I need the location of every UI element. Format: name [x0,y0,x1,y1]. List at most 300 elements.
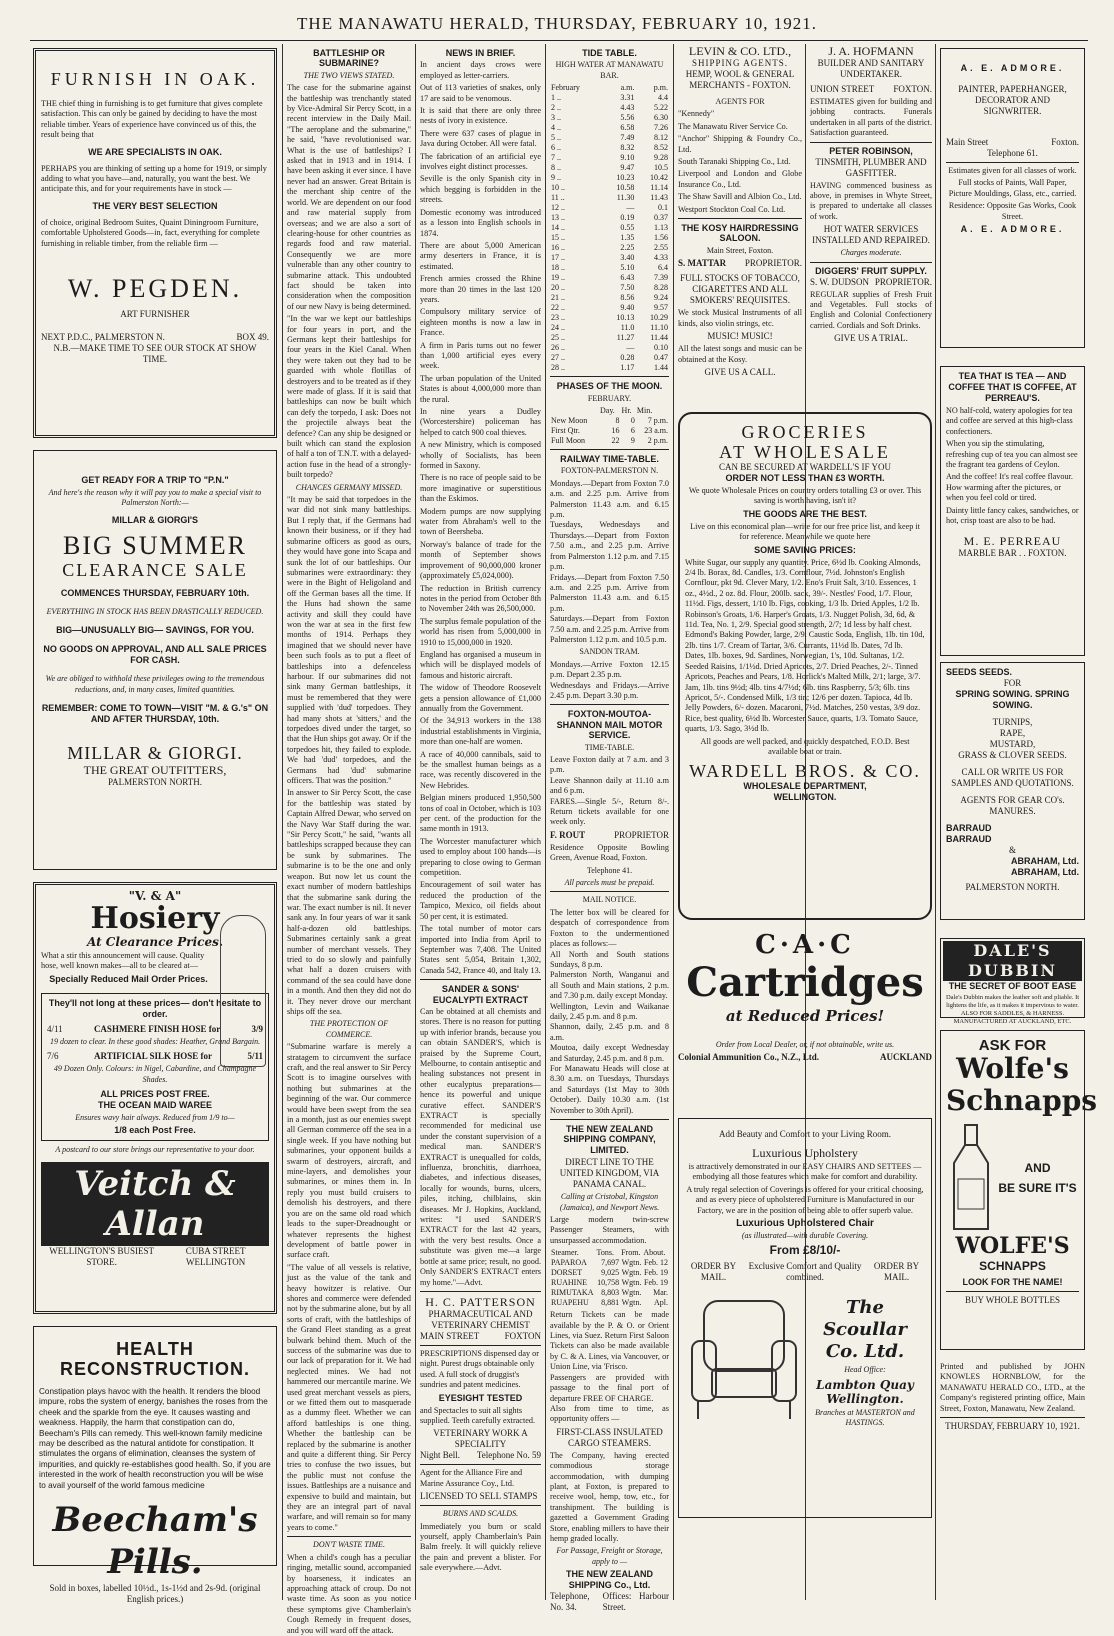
ad-body: (as illustrated—with durable Covering. [741,1231,869,1241]
tide-am: 7.49 [620,133,635,143]
section-subtitle: FOXTON-PALMERSTON N. [560,466,659,476]
tide-pm: 9.28 [654,153,668,163]
ad-title: BIG SUMMER [63,530,247,560]
tide-am: 6.43 [620,273,635,283]
ad-title: DALE'S DUBBIN [943,941,1082,981]
news-item: Norway's balance of trade for the month of September shows improvement of 90,000,000 kroner (approximately £5,024,000). [420,539,541,581]
ship-cell: Apl. [654,1298,668,1308]
table-row [550,293,669,303]
advertiser-place: PALMERSTON NORTH. [108,777,202,788]
ad-title: SEEDS SEEDS. [946,667,1013,677]
ad-body: of choice, original Bedroom Suites, Quaint Diningroom Furniture, comfortable Upholstered Goods—in, fact, everything for complete furnishing in reliable timber, from the reliable firm — [41,217,260,248]
firm-name: Colonial Ammunition Co., N.Z., Ltd. [678,1052,820,1063]
ad-body: Dale's Dubbin makes the leather soft and pliable. It lightens the life, as it makes it impervious to water. ALSO FOR SADDLES, & HARNESS. MANUFACTURED AT AUCKLAND, ETC. [945,994,1080,1025]
table-row [550,143,669,153]
tide-day: 19 .. [551,273,565,283]
tide-pm: 0.1 [658,203,668,213]
advertiser-place: MARBLE BAR . . FOXTON. [958,548,1067,559]
table-row [550,436,669,446]
telephone: Telephone No. 59 [476,1450,541,1461]
tide-day: 22 .. [551,303,565,313]
ad-brand: WOLFE'S [955,1233,1070,1259]
nota-bene: N.B.—MAKE TIME TO SEE OUR STOCK AT SHOW TIME. [53,343,257,365]
firm-name: ABRAHAM, Ltd. [1011,867,1079,877]
moon-table [550,406,669,446]
tide-am: 4.43 [620,103,635,113]
ship-cell: 9,025 [601,1268,620,1278]
street: MAIN STREET [420,1330,480,1341]
news-item: The widow of Theodore Roosevelt gets a pension allowance of £1,000 annually from the Government. [420,683,541,713]
table-row [550,283,669,293]
news-item: A firm in Paris turns out no fewer than 1,000 artificial eyes every week. [420,340,541,371]
ad-title: Cartridges [686,959,924,1006]
veitch-allan-advert [33,882,277,1314]
advertiser-name: A. E. ADMORE. [960,63,1065,73]
tide-table [550,83,669,373]
proprietor-name: S. W. DUDSON [810,276,870,287]
section-title: MAIL NOTICE. [582,895,637,905]
article-title: BURNS AND SCALDS. [442,1509,519,1519]
section-title: RAILWAY TIME-TABLE. [560,454,659,465]
tide-am: — [626,343,635,353]
order-by-mail: ORDER BY MAIL. [690,1261,737,1283]
tide-pm: 8.52 [654,143,668,153]
column-divider [545,44,546,1600]
ad-body: AGENTS FOR GEAR CO's. MANURES. [960,795,1065,816]
column-divider [415,44,416,1600]
ad-title: DIGGERS' FRUIT SUPPLY. [815,265,927,276]
column-3 [417,44,544,1600]
tide-day: 24 .. [551,323,565,333]
advertiser-trade: PHARMACEUTICAL AND VETERINARY CHEMIST [428,1308,533,1330]
tide-am: 0.19 [620,213,635,223]
tide-day: 23 .. [551,313,565,323]
ad-title: Schnapps [946,1084,1098,1117]
price: From £8/10/- [769,1243,841,1258]
beecham-advert [33,1326,277,1605]
advertiser-name: M. E. PERREAU [963,534,1062,549]
news-item: Compulsory military service of eighteen months is now a law in France. [420,307,541,338]
list-item: South Taranaki Shipping Co., Ltd. [678,157,791,167]
advertiser-name: Veitch & Allan [74,1163,236,1244]
news-item: Modern pumps are now supplying water from Abraham's well to the town of Beersheba. [420,506,541,537]
ad-body: Charges moderate. [840,248,902,258]
ad-subtitle: Add Beauty and Comfort to your Living Room. [719,1129,891,1139]
ad-body: We stock Musical Instruments of all kinds, also violin strings, etc. [678,308,802,328]
ship-cell: RUAPEHU [551,1298,589,1308]
article-paragraph: Can be obtained at all chemists and stores. There is no reason for putting up with inferior brands, because you can obtain SANDER'S, which is praised by the Supreme Court, Melbourne, to contain antiseptic and healing substances not present in other eucalyptus preparations—hence its powerful and unique curative effect. SANDER'S EXTRACT is specially recommended for medicinal use under the constant supervision of a medical man. SANDER'S EXTRACT is unequalled for colds, influenza, bronchitis, diarrhoea, diabetes, and infectious diseases, locally for wounds, burns, ulcers, piles, itching, chilblains, skin diseases. Mr J. Hopkins, Auckland, writes: "I used SANDER'S EXTRACT for the last 42 years, with the very best results. Once a substitute was given me—a large bottle at same price; result, no good. Only SANDER'S EXTRACT enters my home."—Advt. [420,1006,541,1287]
tide-day: 6 .. [551,143,561,153]
ad-footer: Sold in boxes, labelled 10½d., 1s-1½d and 2s-9d. (original English prices.) [49,1583,261,1605]
street: Main Street [946,137,989,147]
advertiser-name: W. PEGDEN. [67,274,243,304]
ad-body: What a stir this announcement will cause. Quality hose, well known makes—all to be cleared at— [41,951,205,971]
tide-day: 11 .. [551,193,565,203]
barraud-advert [940,662,1085,920]
order-by-mail: ORDER BY MAIL. [873,1261,920,1283]
news-item: There are about 5,000 American army deserters in France, it is estimated. [420,240,541,271]
ad-body: CALL OR WRITE US FOR SAMPLES AND QUOTATIONS. [951,767,1074,788]
news-item: There is no race of people said to be more imaginative or superstitious than the Eskimos. [420,473,541,504]
table-row [550,223,669,233]
tide-pm: 7.39 [654,273,668,283]
ad-brand: "V. & A" [128,889,182,903]
town: FOXTON. [893,84,932,94]
ad-body: is attractively demonstrated in our EASY CHAIRS AND SETTEES — embodying all those features which make for comfort and durability. [688,1162,922,1182]
ad-title: Hosiery [90,901,220,936]
offices: Offices: Harbour Street. [602,1591,669,1613]
tide-pm: 4.4 [658,93,668,103]
telephone: Telephone, No. 34. [550,1591,590,1613]
armchair-illustration-icon [684,1291,804,1431]
ship-cell: RUAHINE [551,1278,587,1288]
section-title: FOXTON-MOUTOA-SHANNON MAIL MOTOR SERVICE. [556,709,663,741]
ad-body: NO half-cold, watery apologies for tea and coffee are served at this high-class confectioners. [946,406,1073,436]
telephone: Telephone 61. [987,148,1038,158]
advertiser-place: PALMERSTON NORTH. [965,882,1060,892]
masthead: THE MANAWATU HERALD, THURSDAY, FEBRUARY 10, 1921. [297,14,817,33]
ship-cell: 7,697 [601,1258,620,1268]
advertiser-name: A. E. ADMORE. [960,224,1065,235]
town: AUCKLAND [879,1052,932,1063]
ad-heading: LOOK FOR THE NAME! [962,1277,1063,1287]
advertiser-dept: WHOLESALE DEPARTMENT, [743,781,867,792]
section-title: SANDON TRAM. [579,647,640,657]
advertiser-name: Beecham's Pills. [52,1500,258,1583]
timetable-text: Leave Foxton daily at 7 a.m. and 3 p.m. Leave Shannon daily at 11.10 a.m and 6 p.m. FARES.—Single 5/-, Return 8/-. Return tickets available for one week only. [550,755,669,827]
table-row [550,193,669,203]
tide-pm: 11.14 [650,183,668,193]
ad-body: FULL STOCKS OF TOBACCO, CIGARETTES AND ALL SMOKERS' REQUISITES. [680,273,800,306]
table-row [550,313,669,323]
table-row [550,426,669,436]
moon-cell: 2 p.m. [647,436,668,446]
ad-body: We are obliged to withhold these privileges owing to the tremendous reductions, and, in many cases, limited quantities. [45,674,265,694]
stocking-illustration-icon [220,915,266,1067]
moon-cell: 9 [630,436,635,446]
list-item: Liverpool and London and Globe Insurance Co., Ltd. [678,169,802,189]
item-name: CASHMERE FINISH HOSE for [93,1023,221,1034]
tide-am: 0.28 [620,353,635,363]
tide-am: 9.47 [620,163,635,173]
tide-am: 5.56 [620,113,635,123]
patterson-advert [420,1295,541,1502]
ad-title: TEA THAT IS TEA — AND COFFEE THAT IS COFFEE, AT PERREAU'S. [948,371,1077,403]
table-row [550,243,669,253]
masthead-rule [30,40,1088,41]
tide-pm: 9.57 [654,303,668,313]
admore-advert [940,48,1085,348]
col-header: Steamer. [551,1248,579,1258]
ship-cell: Feb. 19 [644,1268,668,1278]
news-item: A new Ministry, which is composed wholly of Socialists, has been formed in Saxony. [420,440,541,471]
shipping-text: Calling at Cristobal, Kingston (Jamaica), and Newport News. [559,1192,660,1212]
sale-price: 5/11 [247,1051,263,1062]
column-2 [284,44,414,1635]
advertiser-name: WARDELL BROS. & CO. [689,761,921,782]
list-item: TURNIPS, [992,717,1033,727]
table-row [550,353,669,363]
section-subtitle: FIRST-CLASS INSULATED CARGO STEAMERS. [556,1426,663,1448]
moon-cell: 7 p.m. [647,416,668,426]
notice: All parcels must be prepaid. [564,878,655,888]
ship-cell: Wgtn. [621,1278,642,1288]
ad-heading: WE ARE SPECIALISTS IN OAK. [88,146,222,157]
ad-body: And here's the reason why it will pay you to make a special visit to Palmerston North:— [48,488,262,508]
tide-day: 14 .. [551,223,565,233]
ad-heading: ORDER NOT LESS THAN £3 WORTH. [725,473,885,483]
ship-cell: Wgtn. [621,1268,642,1278]
ad-subtitle: CAN BE SECURED AT WARDELL'S IF YOU [719,462,891,472]
section-subtitle: TIME-TABLE. [584,742,635,752]
tide-day: 9 .. [551,173,561,183]
section-subtitle: DIRECT LINE TO THE UNITED KINGDOM, VIA PANAMA CANAL. [559,1157,660,1190]
firm-name: MILLAR & GIORGI'S [111,514,199,525]
advertiser-trade: TINSMITH, PLUMBER AND GASFITTER. [815,156,927,178]
advertiser-name: PETER ROBINSON, [829,145,913,156]
section-title: THE NEW ZEALAND SHIPPING COMPANY, LIMITED. [563,1124,656,1155]
tide-am: 5.10 [620,263,635,273]
ship-cell: Mar. [653,1288,668,1298]
tide-pm: 10.5 [654,163,668,173]
table-row [550,1278,669,1288]
ship-cell: Wgtn. [621,1258,642,1268]
article-paragraph: The case for the submarine against the battleship was trenchantly stated by Vice-Admiral Sir Percy Scott, in a recent interview in the Daily Mail. "The aeroplane and the submarine," he said, "have revolutionised war. What is the use of battleships? I asked that in 1913 and in 1914. I have been asking it ever since. I have never had an answer. Great Britain is the merchant ship centre of the world. We are dependent on our food and raw material supply from overseas; and we are also a sort of clearing-house for other countries as regards food and raw material. Consequently we are more vulnerable than any other country to submarine attack. This undoubted fact should be taken into consideration when the composition of our new Navy is being determined. [287,83,411,311]
ad-body: Live on this economical plan—write for our free price list, and keep it for reference. Meanwhile we quote here [690,521,920,542]
table-row [550,1258,669,1268]
table-row [550,263,669,273]
table-row [550,343,669,353]
tide-am: 1.35 [620,233,635,243]
ad-footer: BUY WHOLE BOTTLES [965,1295,1060,1305]
article-paragraph: When a child's cough has a peculiar ringing, metallic sound, accompanied by hoarseness, it indicates an approaching attack of croup. Do not waste time. As soon as you notice these symptoms give Chamberlain's Cough Remedy in frequent doses, and you will ward off the attack. [287,1552,411,1635]
ad-body: And the coffee! It's real coffee flavour. How warming after the pictures, or when you feel cold or tired. [946,472,1073,503]
tide-pm: 8.12 [654,133,668,143]
list-item: "Kennedy" [678,109,715,119]
tide-pm: 2.55 [654,243,668,253]
ad-body: Order from Local Dealer, or, if not obtainable, write us. [715,1040,895,1049]
col-header: Tons. [596,1248,614,1258]
table-row [550,153,669,163]
moon-cell: New Moon [551,416,588,426]
box-number: BOX 49. [236,332,269,343]
tide-day: 15 .. [551,233,565,243]
ad-heading: SOME SAVING PRICES: [754,544,856,555]
article-paragraph: "In the war we kept our battleships for four years in port, and the Germans kept their battleships for four years in the Kiel Canal. When they were taken out they had to be guarded with whole flotillas of destroyers and to be treated as if they were made of glass. If it is said that battleships can now be built which can defy the torpedo, I ask: Does not the projectile always beat the defence? Can any ship be designed or built which can stand the explosion of half a ton of T.N.T. with a delayed-action fuse in the head of a strongly-built torpedo? [287,314,411,480]
shipping-text: Large modern twin-screw Passenger Steamers, with unsurpassed accommodation. [550,1215,669,1245]
tide-day: 16 .. [551,243,565,253]
moon-cell: 23 a.m. [644,426,668,436]
proprietor-name: S. MATTAR [678,258,727,269]
ad-title: CLEARANCE SALE [62,559,248,580]
tide-day: 20 .. [551,283,565,293]
news-item: The fabrication of an artificial eye involves eight distinct processes. [420,151,541,172]
ad-heading: Luxurious Upholstered Chair [736,1218,874,1230]
news-item: It is said that there are only three nests of ivory in existence. [420,106,541,126]
ship-cell: 10,758 [597,1278,620,1288]
tide-am: 8.32 [620,143,635,153]
article-paragraph: "Submarine warfare is merely a stratagem to circumvent the surface craft, and the real answer to Sir Percy Scott is to imagine ourselves with nothing but submarines at the beginning of the war. Our commerce would have been swept from the sea in a month, just as our enemies swept all German commerce off the sea in a single week. If you have nothing but submarines, your opponent builds a swarm of destroyers, aircraft, and mine-layers, and demolishes your submarines, or mines them in. In reply you must build cruisers to demolish his destroyers, and there you are on the same old road which leads to the super-Dreadnought or whatever represents the highest development of battle power in surface craft. [287,1042,411,1260]
section-subtitle: FEBRUARY. [587,393,632,403]
ad-body: EVERYTHING IN STOCK HAS BEEN DRASTICALLY REDUCED. [46,606,264,616]
tide-am: — [626,203,635,213]
ad-body: A truly regal selection of Coverings is offered for your critical choosing, and as every piece of upholstered Furniture is Manufactured in our Factory, we are in the position of being able to offer superb value. [686,1184,924,1215]
news-item: Encouragement of soil water has reduced the production of the Tampico, Mexico, oil fields about 50 per cent, it is estimated. [420,880,541,921]
news-item: Belgian miners produced 1,950,500 tons of coal in October, which is 103 per cent. of the production for the same month in 1913. [420,793,541,834]
night-bell: Night Bell. [420,1450,460,1461]
article-subheading: THE PROTECTION OF COMMERCE. [309,1019,389,1039]
ship-cell: 8,881 [601,1298,620,1308]
ad-heading: GIVE US A TRIAL. [834,333,908,344]
tide-pm: 4.33 [654,253,668,263]
table-row [550,233,669,243]
tide-pm: 11.43 [650,193,668,203]
pegden-advert [33,48,277,438]
tide-day: 10 .. [551,183,565,193]
column-4 [547,44,672,1613]
wolfe-advert [940,1030,1098,1350]
tide-am: 8.56 [620,293,635,303]
moon-cell: 0 [630,416,635,426]
tide-pm: 6.30 [654,113,668,123]
tide-pm: 1.13 [654,223,668,233]
tide-pm: 5.22 [654,103,668,113]
ad-heading: GIVE US A CALL. [704,366,776,377]
ad-heading: GET READY FOR A TRIP TO "P.N." [81,475,229,485]
ad-heading: SPRING SOWING. SPRING SOWING. [955,689,1070,710]
news-item: There were 637 cases of plague in Java during October. All were fatal. [420,128,541,149]
dales-dubbin-advert [940,938,1085,1025]
tide-day: 28 .. [551,363,565,373]
col-header [550,406,599,416]
col-header: From. [621,1248,641,1258]
advertiser-tagline: THE GREAT OUTFITTERS, [83,763,227,778]
ad-title: GROCERIES [741,422,869,442]
ship-cell: DORSET [551,1268,583,1278]
proprietor-title: PROPRIETOR. [744,258,802,269]
ad-heading: REMEMBER: COME TO TOWN—VISIT "M. & G.'s" ON AND AFTER THURSDAY, 10th. [41,703,269,725]
tide-am: 9.40 [620,303,635,313]
tide-am: 10.23 [616,173,635,183]
item-desc: 19 dozen to clear. In these good shades: Heather, Grand Bargain. [49,1036,261,1046]
tide-am: 11.30 [616,193,635,203]
tide-am: 6.58 [620,123,635,133]
town: Wellington. [826,1391,904,1406]
ad-body: All the latest songs and music can be obtained at the Kosy. [678,344,802,364]
article-paragraph: In answer to Sir Percy Scott, the case for the battleship was stated by Captain Alfred Dewar, who served on the Navy War Staff during the war. "Sir Percy Scott," he said, "wants all battleships scrapped because they can be sunk by submarines. The submarine is to be the one and only weapon. But now let us count the exact number of modern battleships that the submarine sank during the war. The exact number is nil. It never sank any. In four years of war it sank half-a-dozen old battleships. Submarines certainly sank a great number of merchant vessels. They tried to do so slowly and painfully what half a dozen cruisers with command of the sea could have done in a month. And then they did not do it. They never drove our merchant ships off the sea. [287,788,411,1016]
ad-heading: BE SURE IT'S [998,1181,1077,1195]
col-header: Hr. [621,406,632,416]
ad-title: THE KOSY HAIRDRESSING SALOON. [681,223,799,244]
tide-pm: 11.10 [650,323,668,333]
tide-pm: 0.47 [654,353,668,363]
residence: Residence Opposite Bowling Green, Avenue Road, Foxton. [550,842,669,863]
table-row [550,323,669,333]
tide-day: 2 .. [551,103,561,113]
tide-day: 12 .. [551,203,565,213]
ad-title: Wolfe's [956,1052,1069,1085]
news-item: The total number of motor cars imported into India from April to September was 7,408. The United States sent 5,054, Britain 1,302, Canada 542, France 40, and Italy 13. [420,924,541,975]
advertiser-name: H. C. PATTERSON [425,1294,536,1309]
table-row [550,123,669,133]
address: NEXT P.D.C., PALMERSTON N. [41,332,165,343]
ad-heading: ASK FOR [978,1037,1047,1054]
tide-am: 11.0 [620,323,635,333]
tide-day: 8 .. [551,163,561,173]
ad-heading: They'll not long at these prices— don't hesitate to order. [48,997,262,1019]
ad-subtitle: At Clearance Prices. [86,935,224,949]
column-5a [675,44,805,404]
tide-am: 2.25 [620,243,635,253]
list-item: Westport Stockton Coal Co. Ltd. [678,204,786,214]
advertiser-name: MILLAR & GIORGI. [67,743,243,764]
advertiser-trade: PAINTER, PAPERHANGER, DECORATOR AND SIGNWRITER. [958,84,1067,116]
table-row [550,1288,669,1298]
table-row [550,273,669,283]
printer-imprint: Printed and published by JOHN KNOWLES HORNBLOW, for the MANAWATU HERALD CO., LTD., at the Company's registered printing office, Main Street, Foxton, Manawatu, New Zealand. [940,1362,1085,1413]
shipping-text: Return Tickets can be made available by the P. & O. or Orient Lines, via Suez. Return First Saloon Tickets can also be made available by C. & A. Lines, via Vancouver, or Union Line, via 'Frisco. Passengers are provided with passage to the final port of departure FREE OF CHARGE. Also from time to time, as opportunity offers — [550,1310,669,1424]
proprietor-title: PROPRIETOR [614,829,669,840]
article-title: DON'T WASTE TIME. [313,1540,385,1550]
moon-cell: 16 [611,426,620,436]
tide-am: 1.17 [620,363,635,373]
tide-day: 7 .. [551,153,561,163]
ad-body: ESTIMATES given for building and jobbing contracts. Funerals undertaken in all parts of the district. Satisfaction guaranteed. [810,97,932,138]
tide-pm: 11.44 [650,333,668,343]
advertiser-name: J. A. HOFMANN [828,44,914,58]
ad-body: PERHAPS you are thinking of setting up a home for 1919, or simply adding to what you have—and, naturally, you want the best. We anticipate this, and for your requirements have in stock — [41,163,267,194]
article-paragraph: "The value of all vessels is relative, just as the value of the tank and heavy howitzer is relative. Our shores and commerce were defended not by the submarine alone, but by all sorts of craft, with the battleships of the Grand Fleet standing as a great bulwark behind them. Much of the success of the submarine was due to our lack of preparation for it. We had neglected mines. We had not hammered our mercantile marine. We used great merchant vessels as piers, or we fitted them out to masquerade as a dummy fleet. Whether we can afford battleships is one thing. Whether the battleship can be replaced by the submarine is another and quite a different thing. Sir Percy tries to confuse the two issues, but the public must not confuse the issues. Battleships are a nuisance and expensive to build and maintain, but they are an integral part of naval warfare, and will remain so for many years to come." [287,1262,411,1532]
street: Lambton Quay [816,1377,914,1392]
tide-am: 7.50 [620,283,635,293]
advertiser-merchants: HEMP, WOOL & GENERAL MERCHANTS - FOXTON. [685,69,795,90]
news-item: In ancient days crows were employed as letter-carriers. [420,60,541,80]
advertiser-place: WELLINGTON. [773,792,837,803]
ad-heading: LICENSED TO SELL STAMPS [420,1491,538,1502]
tide-pm: 1.44 [654,363,668,373]
table-row [550,133,669,143]
tide-am: 11.27 [616,333,635,343]
tide-pm: 10.42 [650,173,668,183]
table-row [550,173,669,183]
ad-heading: Specially Reduced Mail Order Prices. [49,973,208,984]
tide-day: 3 .. [551,113,561,123]
ship-cell: 8,803 [601,1288,620,1298]
ad-title: AT WHOLESALE [719,442,891,462]
list-item: RAPE, [999,728,1026,738]
ad-body: A postcard to our store brings our representative to your door. [55,1145,255,1155]
ad-body: When you sip the stimulating, refreshing cup of tea you can almost see the fragrant tea gardens of Ceylon. [946,439,1078,470]
price-list: White Sugar, our supply any quantity. Price, 6½d lb. Cooking Almonds, 2/4 lb. Borax, 8d. Candles, 1/3. Cornflour, 7½d. Johnston's English Cornflour, pkt 9d. Clever Mary, 1/2. Eno's Fruit Salt, 3/10. Essences, 1 oz., 4½d., 2 oz. 8d. Flour, 200lb. sack, 39/-. Nestles' Food, 1/7. Flour, 11½d. Figs, dessert, 1/10 lb. Figs, cooking, 1/3 lb. Dried Apples, 1/2 lb. Robinson's Groats, 1/6. Harper's Groats, 1/3. Nugget Polish, 3d, 6d, & 11d. Tea, No. 1, 2/9. Special good strength, 2/7; 1d less by half chest. Edmond's Baking Powder, large, 2/9. Caustic Soda, English, 1lb. tin 10d, 2lb. tins 1/7. Cream of Tartar, 3/6. Currants, 11½d lb. Dates, 7d lb. Dates, 1lb. boxes, 9d. Sardines, Norwegian, 1's, 10d. Sultanas, 1/2. Seeded Raisins, 1/1½d. Dried Apricots, 2/7. Dried Peaches, 2/-. Tinned Apricots, Peaches and Pears, 1/8. Horlick's Malted Milk, 2/1; large, 3/7. Jam, 1lb. tins 9½d; 4lb. tins 4/7½d; 6lb. tins Raspberry, 5/3; 6lb. tins Apricot, 5/-. Condensed Milk, 1/3 tin; 12/6 per dozen. Tapioca, 4d lb. Jelly Powders, 6/- dozen. Macaroni, 7½d. Matches, 250 vestas, 3/9 doz. Rice, best quality, 6½d lb. Worcester Sauce, quarts, 1/3. Tomato Sauce, quarts, 1/3. Sago, 3½d lb. [685,557,925,734]
town: FOXTON [504,1330,541,1341]
news-list [420,60,541,976]
tide-am: 9.10 [620,153,635,163]
article-title: BATTLESHIP OR SUBMARINE? [313,48,385,69]
article-subheading: CHANCES GERMANY MISSED. [295,482,403,492]
telephone: Telephone 41. [586,865,633,875]
ad-body: THE chief thing in furnishing is to get furniture that gives complete satisfaction. This can only be gained by deciding to have the most reliable timber. Years of experience have convinced us of this, the result being that [41,99,263,140]
article-title: SANDER & SONS' EUCALYPTI EXTRACT [432,984,529,1005]
article-subtitle: THE TWO VIEWS STATED. [303,70,395,80]
col-header: a.m. [620,83,635,93]
ship-cell: Feb. 12 [644,1258,668,1268]
tide-day: 25 .. [551,333,565,343]
proprietor-name: F. ROUT [550,829,586,840]
tide-am: 0.55 [620,223,635,233]
ad-body: REGULAR supplies of Fresh Fruit and Vegetables. Full stocks of English and Colonial Confectionery carried. Cordials and Soft Drinks. [810,289,932,330]
shipping-text: For Passage, Freight or Storage, apply to — [556,1546,663,1566]
moon-cell: 22 [611,436,620,446]
